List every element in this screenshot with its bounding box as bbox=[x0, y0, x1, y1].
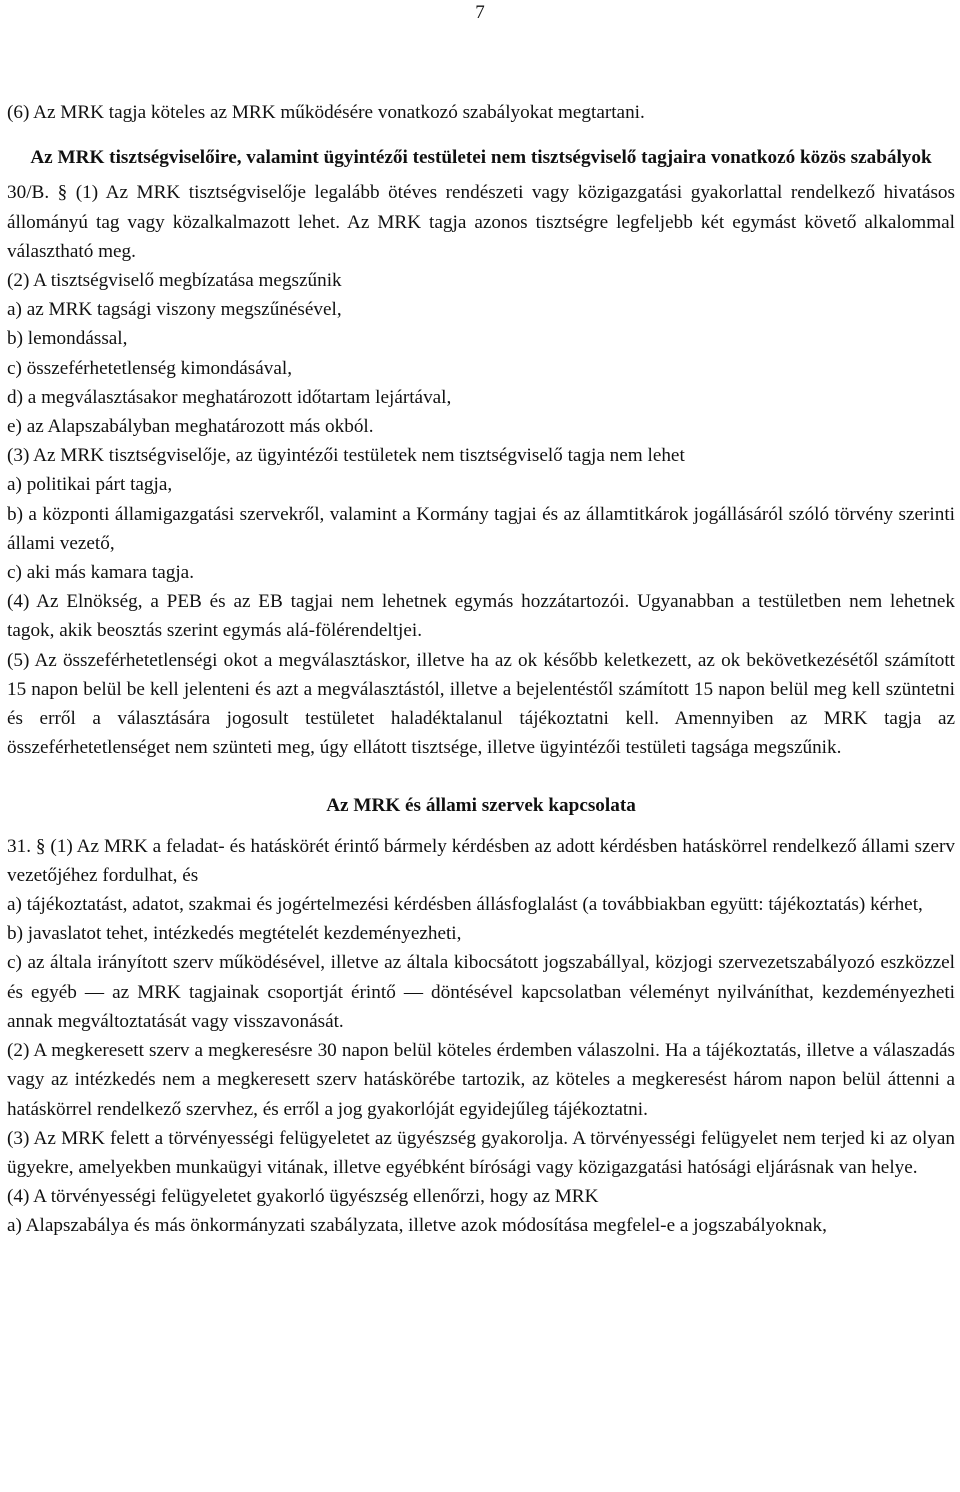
page-number: 7 bbox=[475, 2, 485, 23]
list-item-30b-2-d: d) a megválasztásakor meghatározott időtartam lejártával, bbox=[7, 386, 452, 408]
list-item-31-1-c: c) az általa irányított szerv működésével, illetve az általa kibocsátott jogszabállyal, közjogi szervezetszabályozó eszközzel és egyéb ― az MRK tagjainak csoportját érintő ― döntésével kapcsolatban véleményt nyilváníthat, kezdeményezheti annak megváltoztatását vagy visszavonását. bbox=[7, 952, 955, 1032]
list-item-30b-3-a: a) politikai párt tagja, bbox=[7, 474, 173, 496]
list-item-30b-3-b: b) a központi államigazgatási szervekről, valamint a Kormány tagjai és az államtitkárok jogállásáról szóló törvény szerinti állami vezető, bbox=[7, 503, 955, 554]
paragraph-30a-6: (6) Az MRK tagja köteles az MRK működésére vonatkozó szabályokat megtartani. bbox=[7, 102, 645, 123]
paragraph-30b-4: (4) Az Elnökség, a PEB és az EB tagjai nem lehetnek egymás hozzátartozói. Ugyanabban a testületben nem lehetnek tagok, akik beosztás szerint egymás alá-fölérendeltjei. bbox=[7, 591, 955, 642]
list-item-31-1-a: a) tájékoztatást, adatot, szakmai és jogértelmezési kérdésben állásfoglalást (a továbbiakban együtt: tájékoztatás) kérhet, bbox=[7, 894, 923, 916]
paragraph-31-1: 31. § (1) Az MRK a feladat- és hatáskörét érintő bármely kérdésben az adott kérdésben hatáskörrel rendelkező állami szerv vezetőjéhez fordulhat, és bbox=[7, 835, 955, 886]
list-item-30b-2-a: a) az MRK tagsági viszony megszűnésével, bbox=[7, 299, 342, 321]
paragraph-30b-3: (3) Az MRK tisztségviselője, az ügyintézői testületek nem tisztségviselő tagja nem lehet bbox=[7, 445, 685, 467]
paragraph-31-2: (2) A megkeresett szerv a megkeresésre 30 napon belül köteles érdemben válaszolni. Ha a tájékoztatás, illetve a válaszadás vagy az intézkedés nem a megkeresett szerv hatáskörébe tartozik, az köteles a megkeresést három napon belül áttenni a hatáskörrel rendelkező szervhez, és erről a jog gyakorlóját egyidejűleg tájékoztatni. bbox=[7, 1040, 955, 1120]
paragraph-30b-1: 30/B. § (1) Az MRK tisztségviselője legalább ötéves rendészeti vagy közigazgatási gyakorlattal rendelkező hivatásos állományú tag vagy közalkalmazott lehet. Az MRK tagja azonos tisztségre legfeljebb két egymást követő alkalommal választható meg. bbox=[7, 182, 955, 262]
list-item-30b-2-c: c) összeférhetetlenség kimondásával, bbox=[7, 357, 293, 379]
paragraph-30b-2: (2) A tisztségviselő megbízatása megszűnik bbox=[7, 270, 342, 292]
list-item-30b-2-b: b) lemondással, bbox=[7, 328, 128, 350]
section-heading-common-rules: Az MRK tisztségviselőire, valamint ügyintézői testületei nem tisztségviselő tagjaira vonatkozó közös szabályok bbox=[30, 147, 932, 169]
list-item-31-4-a: a) Alapszabálya és más önkormányzati szabályzata, illetve azok módosítása megfelel-e a jogszabályoknak, bbox=[7, 1215, 827, 1237]
paragraph-31-3: (3) Az MRK felett a törvényességi felügyeletet az ügyészség gyakorolja. A törvényességi felügyelet nem terjed ki az olyan ügyekre, amelyekben munkaügyi vitának, illetve egyébként bírósági vagy közigazgatási hatósági eljárásnak van helye. bbox=[7, 1127, 955, 1178]
list-item-30b-2-e: e) az Alapszabályban meghatározott más okból. bbox=[7, 416, 374, 438]
document-body bbox=[7, 98, 955, 1241]
list-item-31-1-b: b) javaslatot tehet, intézkedés megtételét kezdeményezheti, bbox=[7, 923, 462, 945]
list-item-30b-3-c: c) aki más kamara tagja. bbox=[7, 562, 194, 584]
section-heading-state-relations: Az MRK és állami szervek kapcsolata bbox=[326, 795, 636, 817]
paragraph-31-4: (4) A törvényességi felügyeletet gyakorló ügyészség ellenőrzi, hogy az MRK bbox=[7, 1186, 599, 1208]
paragraph-30b-5: (5) Az összeférhetetlenségi okot a megválasztáskor, illetve ha az ok később keletkezett, az ok bekövetkezésétől számított 15 napon belül be kell jelenteni és azt a megválasztástól, illetve a bejelentéstől számított 15 napon belül meg kell szüntetni és erről a választására jogosult testületet haladéktalanul tájékoztatni kell. Amennyiben az MRK tagja az összeférhetetlenséget nem szünteti meg, úgy ellátott tisztsége, illetve ügyintézői testületi tagsága megszűnik. bbox=[7, 649, 955, 759]
